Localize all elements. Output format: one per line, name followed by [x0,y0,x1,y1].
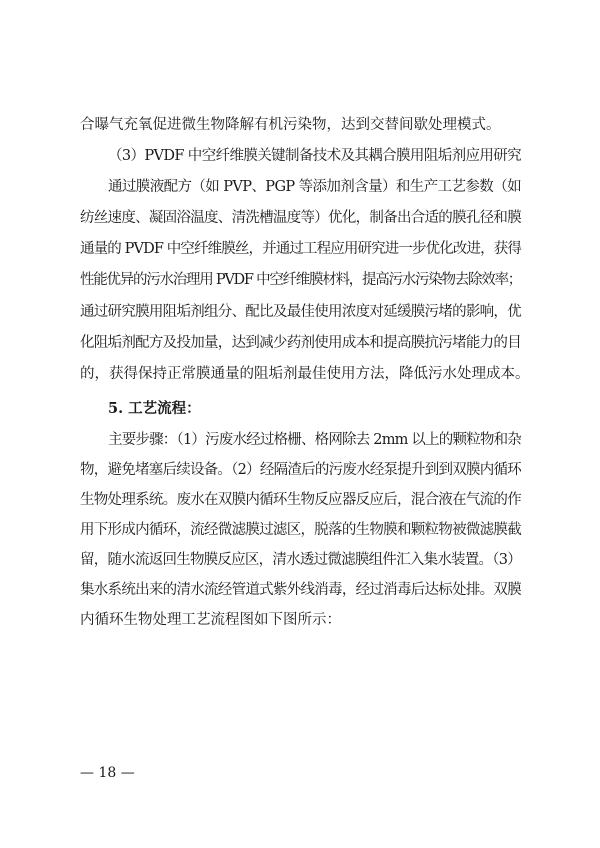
subsection-title-text: （3）PVDF 中空纤维膜关键制备技术及其耦合膜用阻垢剂应用研究 [108,148,521,164]
paragraph-line [80,580,521,600]
body-text: 留，随水流返回生物膜反应区，清水透过微滤膜组件汇入集水装置。（3） [80,552,521,568]
paragraph-line [80,302,521,322]
body-text: 内循环生物处理工艺流程图如下图所示： [80,612,341,628]
body-text: 纺丝速度、凝固浴温度、清洗槽温度等）优化，制备出合适的膜孔径和膜 [80,210,521,226]
body-text: 通量的 PVDF 中空纤维膜丝，并通过工程应用研究进一步优化改进，获得 [80,241,521,257]
body-text: 性能优异的污水治理用 PVDF 中空纤维膜材料，提高污水污染物去除效率； [80,272,521,288]
subsection-title [108,146,521,166]
page-number: — 18 — [80,765,135,781]
paragraph-line [80,208,521,228]
paragraph-line [108,430,521,450]
body-text: 化阻垢剂配方及投加量，达到减少药剂使用成本和提高膜抗污堵能力的目 [80,335,521,351]
paragraph-line [80,239,521,259]
paragraph-line [108,177,521,197]
paragraph-line [80,550,521,570]
body-text: 主要步骤：（1）污废水经过格栅、格网除去 2mm 以上的颗粒物和杂 [108,432,521,448]
body-text: 通过研究膜用阻垢剂组分、配比及最佳使用浓度对延缓膜污堵的影响，优 [80,304,521,320]
body-text: 通过膜液配方（如 PVP、PGP 等添加剂含量）和生产工艺参数（如 [108,179,521,195]
body-text: 合曝气充氧促进微生物降解有机污染物，达到交替间歇处理模式。 [80,117,501,133]
body-text: 集水系统出来的清水流经管道式紫外线消毒，经过消毒后达标处排。双膜 [80,582,521,598]
section-title [108,399,201,419]
paragraph-line [80,333,521,353]
paragraph-line [80,364,530,384]
paragraph-line [80,270,521,290]
paragraph-line [80,610,341,630]
paragraph-line [80,460,521,480]
body-text: 生物处理系统。废水在双膜内循环生物反应器反应后，混合液在气流的作 [80,492,521,508]
paragraph-line [80,520,521,540]
body-text: 物，避免堵塞后续设备。（2）经隔渣后的污废水经泵提升到到双膜内循环 [80,462,521,478]
paragraph-line [80,115,501,135]
body-text: 的，获得保持正常膜通量的阻垢剂最佳使用方法，降低污水处理成本。 [80,366,530,382]
section-title-text: 5. 工艺流程： [108,400,201,417]
body-text: 用下形成内循环，流经微滤膜过滤区，脱落的生物膜和颗粒物被微滤膜截 [80,522,521,538]
paragraph-line [80,490,521,510]
